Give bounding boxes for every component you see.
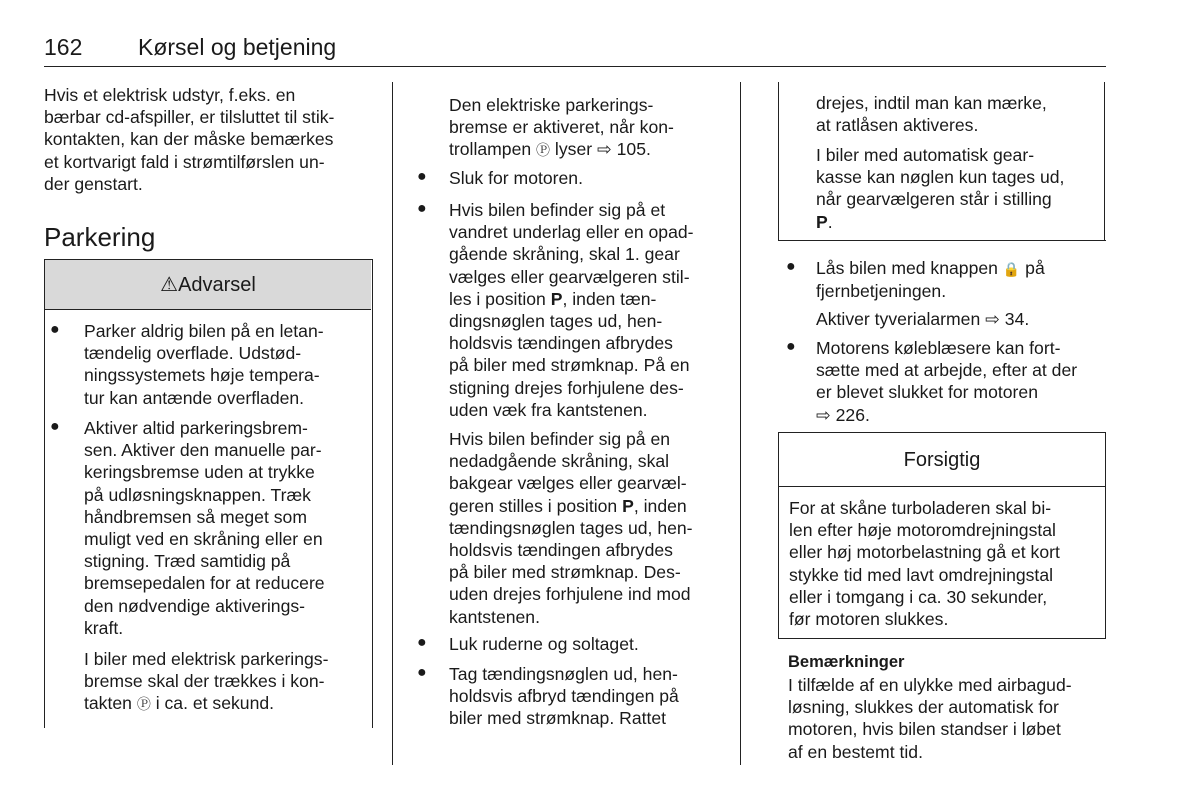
section-title: Kørsel og betjening	[138, 34, 337, 60]
text-line: kraft.	[84, 617, 124, 638]
tyverialarm-line: Aktiver tyverialarmen ⇨ 34.	[816, 309, 1030, 329]
text-line: Hvis bilen befinder sig på en	[449, 429, 671, 449]
ref-arrow-icon: ⇨	[596, 139, 612, 160]
bullet-icon: ●	[50, 418, 60, 435]
bullet-icon: ●	[417, 664, 427, 681]
text-line: Lås bilen med knappen 🔒 på	[816, 258, 1045, 278]
text-line: Parker aldrig bilen på en letan-	[84, 321, 324, 341]
text-line: bremsepedalen for at reducere	[84, 573, 325, 594]
text-line: bakgear vælges eller gearvæl-	[449, 473, 687, 494]
page-reference[interactable]: 34.	[1004, 309, 1030, 329]
text-line: holdsvis afbryd tændingen på	[449, 686, 679, 707]
warning-icon: ⚠	[160, 274, 179, 296]
box-bottom-edge	[778, 240, 1106, 241]
text-line: eller i tomgang i ca. 30 sekunder,	[789, 586, 1048, 607]
ref-arrow-icon: ⇨	[816, 404, 831, 425]
text-line: Hvis et elektrisk udstyr, f.eks. en	[44, 85, 296, 105]
text-line: tændelig overflade. Udstød-	[84, 343, 302, 364]
brake-active-paragraph	[449, 94, 734, 162]
column-divider-1	[392, 82, 393, 765]
text-line: ningssystemets høje tempera-	[84, 365, 320, 386]
warning-bullet-1	[84, 320, 369, 409]
text-line: For at skåne turboladeren skal bi-	[789, 498, 1052, 518]
note-title: Bemærkninger	[788, 653, 905, 671]
text-line: stigning drejes forhjulene des-	[449, 377, 684, 398]
text-line: løsning, slukkes der automatisk for	[788, 697, 1059, 718]
text-line: på udløsningsknappen. Træk	[84, 484, 311, 505]
text-line: tur kan antænde overfladen.	[84, 387, 305, 408]
text-line: når gearvælgeren står i stilling	[816, 189, 1052, 210]
text-line: holdsvis tændingen afbrydes	[449, 333, 673, 354]
caution-text	[789, 497, 1103, 630]
text-line: på biler med strømknap. På en	[449, 355, 690, 376]
header-rule	[44, 66, 1106, 67]
page-reference[interactable]: 105.	[616, 139, 651, 160]
text-line: Hvis bilen befinder sig på et	[449, 200, 666, 220]
text-line: bremse er aktiveret, når kon-	[449, 117, 674, 138]
parking-brake-icon: Ⓟ	[136, 696, 151, 713]
intro-paragraph	[44, 84, 374, 195]
text-line: bremse skal der trækkes i kon-	[84, 671, 325, 692]
text-line: I biler med automatisk gear-	[816, 145, 1035, 165]
text-line: der genstart.	[44, 173, 143, 194]
bullet-icon: ●	[417, 200, 427, 217]
text-line: les i position P, inden tæn-	[449, 288, 657, 309]
text-line: nedadgående skråning, skal	[449, 451, 670, 472]
text-line: kasse kan nøglen kun tages ud,	[816, 167, 1065, 188]
text-line: stykke tid med lavt omdrejningstal	[789, 564, 1054, 585]
text-line: motoren, hvis bilen standser i løbet	[788, 719, 1061, 740]
text-line: stigning. Træd samtidig på	[84, 551, 291, 572]
gear-position-p: P	[622, 495, 634, 516]
text-line: dingsnøglen tages ud, hen-	[449, 311, 663, 332]
electric-brake-note	[84, 648, 369, 716]
text-line: før motoren slukkes.	[789, 609, 949, 630]
warning-bullet-2	[84, 417, 369, 639]
text-line: biler med strømknap. Rattet	[449, 708, 667, 729]
text-line: P.	[816, 211, 833, 232]
heading-parkering: Parkering	[44, 222, 156, 252]
bullet-icon: ●	[50, 321, 60, 338]
text-line: drejes, indtil man kan mærke,	[816, 93, 1047, 113]
column-divider-2	[740, 82, 741, 765]
text-line: kantstenen.	[449, 606, 540, 627]
text-line: takten Ⓟ i ca. et sekund.	[84, 693, 275, 714]
text-line: trollampen Ⓟ lyser ⇨ 105.	[449, 139, 651, 160]
text-line: uden væk fra kantstenen.	[449, 399, 648, 420]
parking-brake-icon: Ⓟ	[536, 142, 551, 159]
text-line: Aktiver altid parkeringsbrem-	[84, 418, 308, 438]
gear-position-p: P	[816, 211, 828, 232]
warning-title	[45, 272, 371, 297]
text-line: fjernbetjeningen.	[816, 281, 947, 302]
caution-title: Forsigtig	[903, 449, 981, 471]
text-line: vandret underlag eller en opad-	[449, 222, 694, 243]
bullet-icon: ●	[417, 168, 427, 185]
text-line: er blevet slukket for motoren	[816, 382, 1038, 403]
text-line	[816, 404, 1108, 426]
text-line: tændingsnøglen tages ud, hen-	[449, 517, 693, 538]
text-line: len efter høje motoromdrejningstal	[789, 520, 1056, 541]
text-line: bærbar cd-afspiller, er tilsluttet til stik-	[44, 107, 335, 128]
automatic-paragraph	[816, 144, 1101, 233]
text-line: sen. Aktiver den manuelle par-	[84, 440, 322, 461]
bullet-level-uphill	[449, 199, 734, 421]
text-line: sætte med at arbejde, efter at der	[816, 360, 1078, 381]
bullet-sluk: Sluk for motoren.	[449, 168, 583, 188]
bullet-icon: ●	[786, 258, 796, 275]
page-reference[interactable]: 226.	[835, 404, 870, 425]
text-line: vælges eller gearvælgeren stil-	[449, 266, 690, 287]
text-line: Den elektriske parkerings-	[449, 95, 654, 115]
bullet-remove-key	[449, 663, 734, 730]
text-line: den nødvendige aktiverings-	[84, 595, 306, 616]
text-line: keringsbremse uden at trykke	[84, 462, 315, 483]
text-line: holdsvis tændingen afbrydes	[449, 540, 673, 561]
text-line: Motorens køleblæsere kan fort-	[816, 338, 1061, 358]
bullet-laas	[816, 257, 1106, 302]
gear-position-p: P	[550, 288, 563, 309]
box-right-edge	[1104, 82, 1105, 240]
page-number: 162	[44, 34, 83, 60]
text-line: på biler med strømknap. Des-	[449, 562, 681, 583]
box-left-edge	[778, 82, 779, 240]
ref-arrow-icon: ⇨	[985, 309, 1000, 329]
bullet-icon: ●	[417, 634, 427, 651]
text-line: eller høj motorbelastning gå et kort	[789, 542, 1060, 563]
text-line: I tilfælde af en ulykke med airbagud-	[788, 675, 1072, 695]
downhill-paragraph	[449, 428, 734, 628]
text-line: af en bestemt tid.	[788, 741, 923, 762]
bullet-koeleblaesere	[816, 337, 1108, 426]
warning-title-text: Advarsel	[178, 274, 256, 296]
text-line: I biler med elektrisk parkerings-	[84, 649, 329, 669]
text-line: uden drejes forhjulene ind mod	[449, 584, 691, 605]
text-line: kontakten, kan der måske bemærkes	[44, 129, 334, 150]
text-line: muligt ved en skråning eller en	[84, 529, 323, 550]
text-line: Tag tændingsnøglen ud, hen-	[449, 664, 678, 684]
lock-icon: 🔒	[1002, 261, 1021, 277]
text-line: gående skråning, skal 1. gear	[449, 244, 680, 265]
text-line: et kortvarigt fald i strømtilførslen un-	[44, 151, 325, 172]
bullet-luk: Luk ruderne og soltaget.	[449, 634, 639, 654]
text-line: håndbremsen så meget som	[84, 506, 307, 527]
note-text	[788, 674, 1104, 763]
bullet-icon: ●	[786, 338, 796, 355]
text-line: at ratlåsen aktiveres.	[816, 115, 979, 136]
ratlaas-paragraph	[816, 92, 1101, 136]
text-line: geren stilles i position P, inden	[449, 495, 687, 516]
